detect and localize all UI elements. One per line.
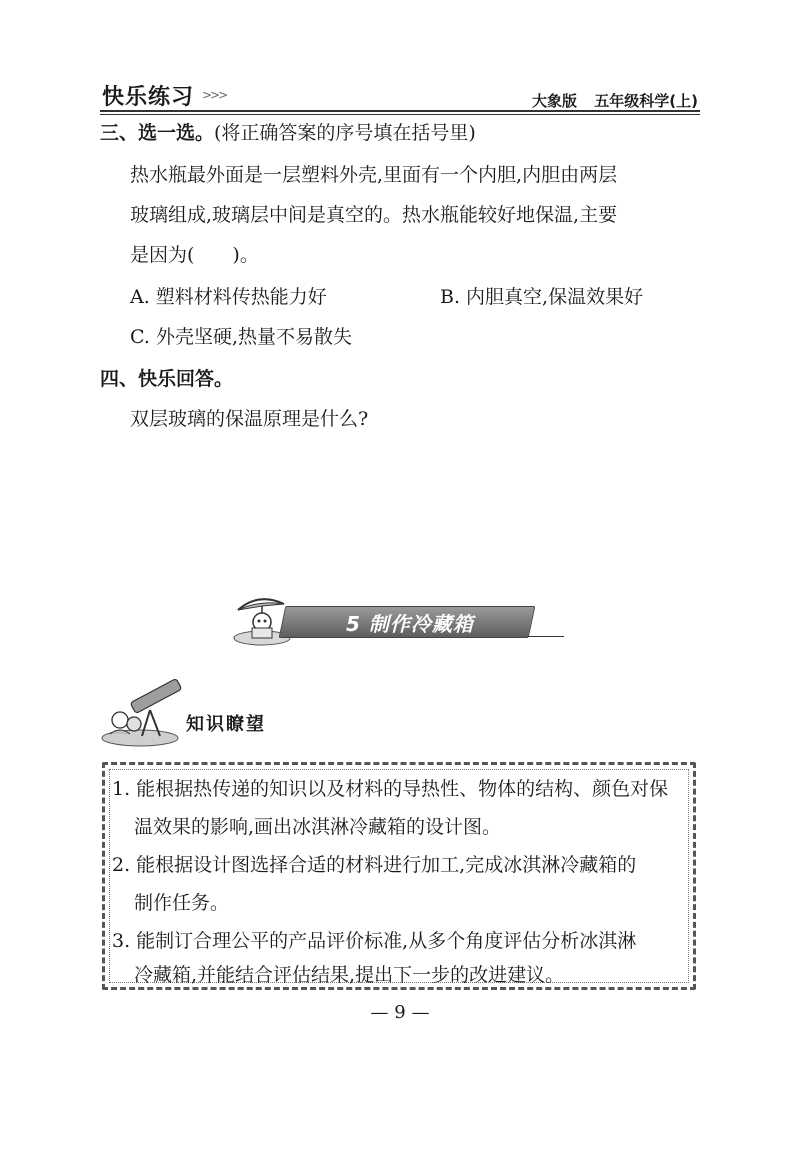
option-c: C. 外壳坚硬,热量不易散失 <box>130 326 352 348</box>
section3-question-line2: 玻璃组成,玻璃层中间是真空的。热水瓶能较好地保温,主要 <box>130 204 618 226</box>
header-book-info <box>520 90 698 111</box>
header-book: 五年级科学(上) <box>594 92 698 110</box>
lesson-banner <box>228 592 568 648</box>
lesson-title: 5 制作冷藏箱 <box>346 612 474 636</box>
section3-question-line3: 是因为( )。 <box>130 244 259 266</box>
telescope-kids-icon <box>100 676 190 748</box>
knowledge-line-3b: 冷藏箱,并能结合评估结果,提出下一步的改进建议。 <box>134 964 565 986</box>
header-publisher: 大象版 <box>532 92 578 110</box>
knowledge-line-2b: 制作任务。 <box>134 892 230 914</box>
section3-heading <box>100 120 476 146</box>
section3-question-line1: 热水瓶最外面是一层塑料外壳,里面有一个内胆,内胆由两层 <box>130 164 618 186</box>
page-header <box>100 76 700 112</box>
option-b: B. 内胆真空,保温效果好 <box>440 286 644 308</box>
page-number: — 9 — <box>370 1002 430 1023</box>
knowledge-header <box>100 676 300 746</box>
header-title: 快乐练习 <box>102 85 195 110</box>
knowledge-label: 知识瞭望 <box>186 714 266 735</box>
section3-note: (将正确答案的序号填在括号里) <box>214 122 476 144</box>
knowledge-line-1b: 温效果的影响,画出冰淇淋冷藏箱的设计图。 <box>134 816 502 838</box>
knowledge-line-2: 2. 能根据设计图选择合适的材料进行加工,完成冰淇淋冷藏箱的 <box>112 854 637 876</box>
banner-underline <box>528 636 564 637</box>
knowledge-line-3: 3. 能制订合理公平的产品评价标准,从多个角度评估分析冰淇淋 <box>112 930 637 952</box>
header-arrows: >>> <box>202 88 227 102</box>
section4-title: 四、快乐回答。 <box>100 368 234 390</box>
section3-title: 三、选一选。 <box>100 122 215 144</box>
option-a: A. 塑料材料传热能力好 <box>130 286 327 308</box>
knowledge-line-1: 1. 能根据热传递的知识以及材料的导热性、物体的结构、颜色对保 <box>112 778 669 800</box>
section4-question: 双层玻璃的保温原理是什么? <box>130 408 369 430</box>
header-rule-thin <box>100 114 700 115</box>
header-rule <box>100 110 700 112</box>
